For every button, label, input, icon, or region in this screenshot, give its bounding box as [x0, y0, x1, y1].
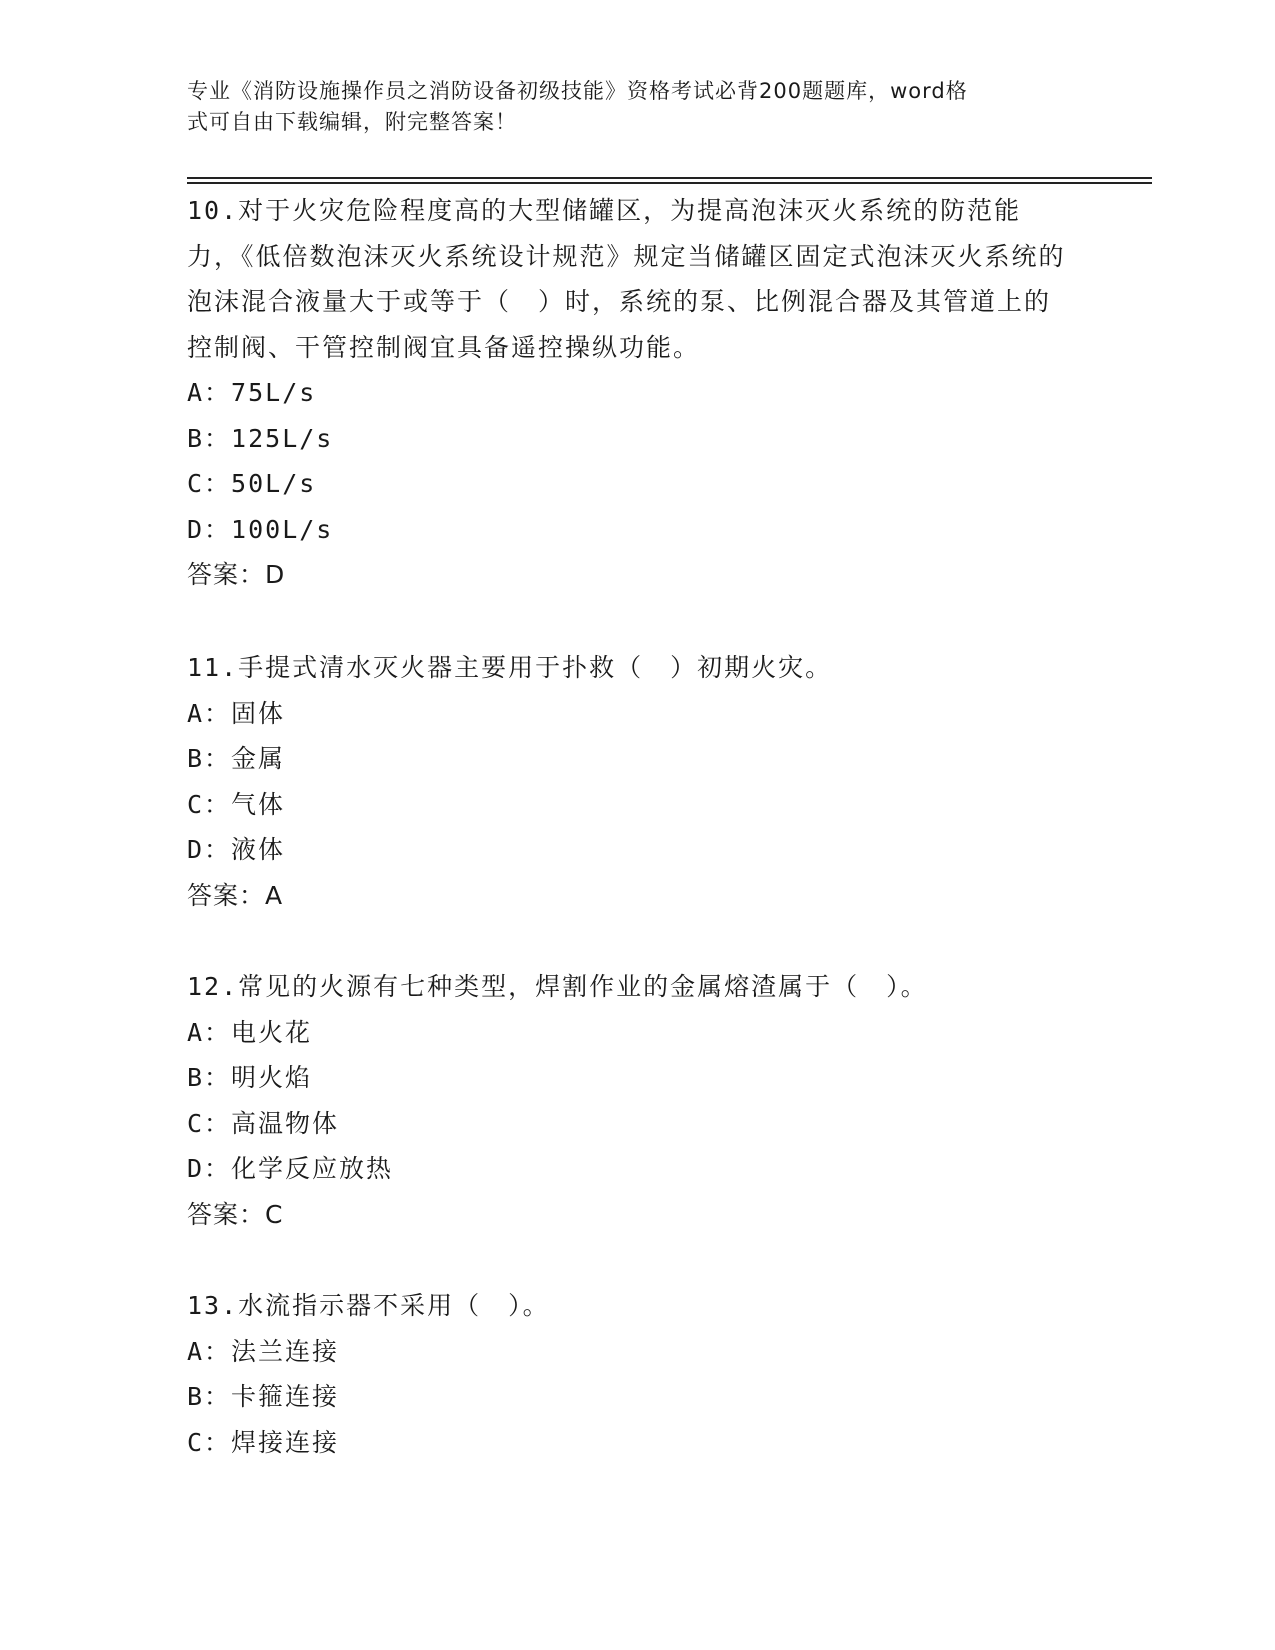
- question-10: [187, 188, 1067, 598]
- header-divider-top: [187, 177, 1152, 179]
- option-a: A：固体: [187, 698, 286, 728]
- question-stem: 11.手提式清水灭火器主要用于扑救（ ）初期火灾。: [187, 653, 833, 682]
- option-c: C：焊接连接: [187, 1427, 340, 1457]
- header-divider-bottom: [187, 182, 1152, 184]
- option-c: C：气体: [187, 789, 286, 819]
- answer-line: 答案：C: [187, 1199, 284, 1229]
- option-a: A：法兰连接: [187, 1336, 340, 1366]
- document-header: [187, 76, 1067, 138]
- option-b: B：卡箍连接: [187, 1382, 340, 1411]
- question-13: [187, 1283, 1087, 1465]
- option-b: B：明火焰: [187, 1063, 313, 1092]
- question-12: [187, 964, 1087, 1237]
- header-line-2: 式可自由下载编辑，附完整答案！: [187, 110, 517, 134]
- option-d: D：100L/s: [187, 514, 334, 544]
- answer-line: 答案：A: [187, 880, 284, 910]
- option-d: D：液体: [187, 835, 286, 864]
- question-11: [187, 645, 1087, 918]
- header-line-1: 专业《消防设施操作员之消防设备初级技能》资格考试必背200题题库，word格: [187, 79, 968, 103]
- question-stem: 10.对于火灾危险程度高的大型储罐区，为提高泡沫灭火系统的防范能力，《低倍数泡沫灭火系统设计规范》规定当储罐区固定式泡沫灭火系统的泡沫混合液量大于或等于（ ）时，系统的泵、比例混合器及其管道上的控制阀、干管控制阀宜具备遥控操纵功能。: [187, 196, 1066, 362]
- option-a: A：75L/s: [187, 378, 317, 407]
- option-b: B：125L/s: [187, 423, 334, 453]
- answer-line: 答案：D: [187, 560, 286, 589]
- option-c: C：高温物体: [187, 1108, 340, 1138]
- option-c: C：50L/s: [187, 469, 317, 498]
- question-stem: 13.水流指示器不采用（ ）。: [187, 1291, 550, 1320]
- option-b: B：金属: [187, 744, 286, 773]
- question-stem: 12.常见的火源有七种类型，焊割作业的金属熔渣属于（ ）。: [187, 972, 928, 1001]
- option-d: D：化学反应放热: [187, 1154, 394, 1183]
- option-a: A：电火花: [187, 1017, 313, 1047]
